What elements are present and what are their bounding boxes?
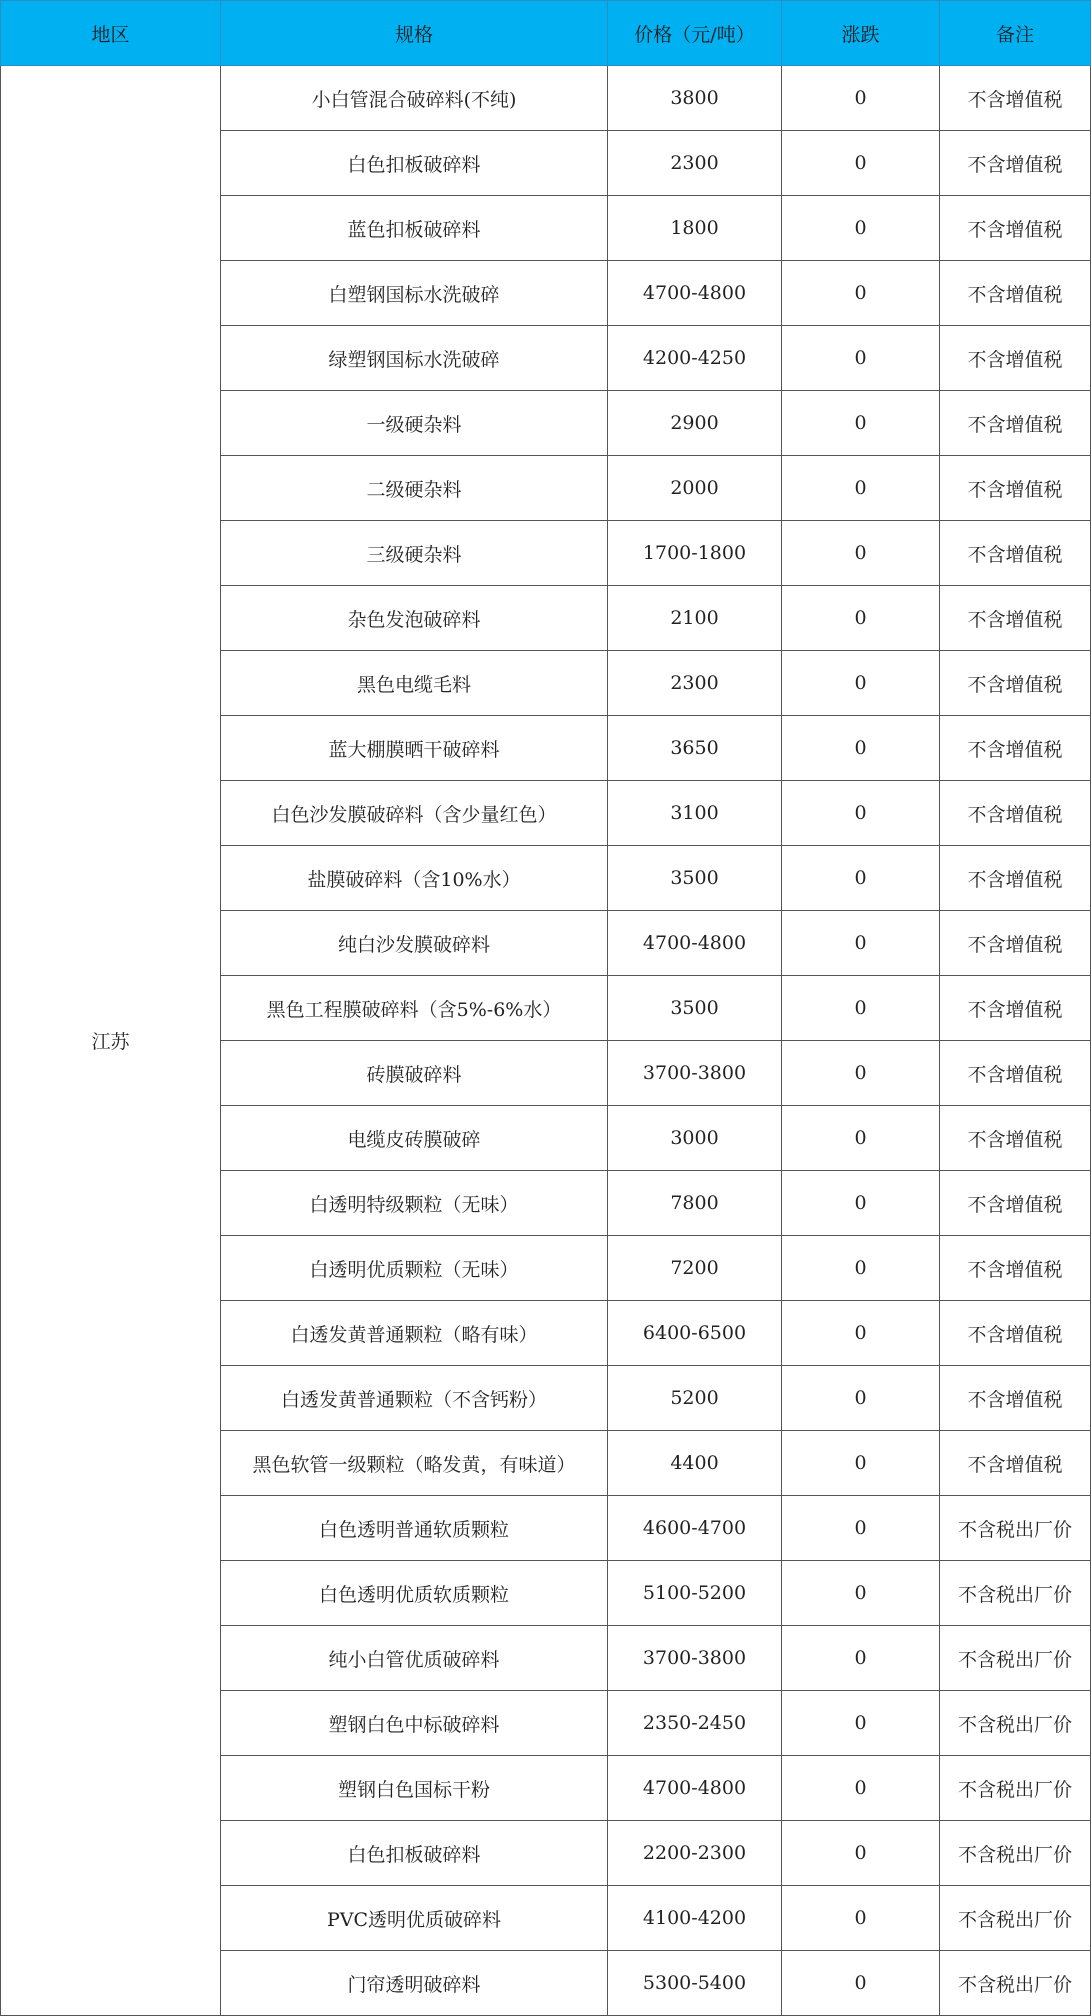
change-cell: 0	[782, 1236, 940, 1301]
spec-cell: 砖膜破碎料	[221, 1041, 608, 1106]
note-cell: 不含税出厂价	[940, 1756, 1091, 1821]
price-cell: 1700-1800	[608, 521, 782, 586]
spec-cell: 白色透明普通软质颗粒	[221, 1496, 608, 1561]
note-cell: 不含增值税	[940, 131, 1091, 196]
note-cell: 不含税出厂价	[940, 1496, 1091, 1561]
spec-cell: 一级硬杂料	[221, 391, 608, 456]
change-cell: 0	[782, 1041, 940, 1106]
price-cell: 6400-6500	[608, 1301, 782, 1366]
price-cell: 2300	[608, 651, 782, 716]
spec-cell: 白塑钢国标水洗破碎	[221, 261, 608, 326]
price-cell: 5200	[608, 1366, 782, 1431]
header-row	[1, 1, 1091, 66]
price-cell: 2900	[608, 391, 782, 456]
note-cell: 不含增值税	[940, 391, 1091, 456]
price-cell: 4200-4250	[608, 326, 782, 391]
price-cell: 2000	[608, 456, 782, 521]
spec-cell: 盐膜破碎料（含10%水）	[221, 846, 608, 911]
note-cell: 不含增值税	[940, 1301, 1091, 1366]
price-cell: 3500	[608, 976, 782, 1041]
change-cell: 0	[782, 1366, 940, 1431]
change-cell: 0	[782, 131, 940, 196]
spec-cell: 小白管混合破碎料(不纯)	[221, 66, 608, 131]
change-cell: 0	[782, 651, 940, 716]
price-cell: 1800	[608, 196, 782, 261]
note-cell: 不含增值税	[940, 911, 1091, 976]
header-region: 地区	[1, 1, 221, 66]
note-cell: 不含增值税	[940, 1171, 1091, 1236]
spec-cell: 塑钢白色国标干粉	[221, 1756, 608, 1821]
change-cell: 0	[782, 326, 940, 391]
change-cell: 0	[782, 911, 940, 976]
change-cell: 0	[782, 976, 940, 1041]
spec-cell: 纯小白管优质破碎料	[221, 1626, 608, 1691]
change-cell: 0	[782, 1951, 940, 2016]
table-body	[1, 66, 1091, 2016]
note-cell: 不含税出厂价	[940, 1626, 1091, 1691]
price-cell: 2100	[608, 586, 782, 651]
note-cell: 不含增值税	[940, 456, 1091, 521]
header-change: 涨跌	[782, 1, 940, 66]
change-cell: 0	[782, 66, 940, 131]
note-cell: 不含增值税	[940, 196, 1091, 261]
spec-cell: 白色沙发膜破碎料（含少量红色）	[221, 781, 608, 846]
spec-cell: 三级硬杂料	[221, 521, 608, 586]
spec-cell: 二级硬杂料	[221, 456, 608, 521]
price-cell: 3000	[608, 1106, 782, 1171]
spec-cell: 白色透明优质软质颗粒	[221, 1561, 608, 1626]
price-cell: 4100-4200	[608, 1886, 782, 1951]
price-cell: 3700-3800	[608, 1041, 782, 1106]
note-cell: 不含增值税	[940, 1431, 1091, 1496]
price-cell: 2300	[608, 131, 782, 196]
spec-cell: 白透明优质颗粒（无味）	[221, 1236, 608, 1301]
spec-cell: 电缆皮砖膜破碎	[221, 1106, 608, 1171]
change-cell: 0	[782, 1691, 940, 1756]
note-cell: 不含税出厂价	[940, 1951, 1091, 2016]
note-cell: 不含增值税	[940, 1366, 1091, 1431]
change-cell: 0	[782, 1626, 940, 1691]
spec-cell: 白透发黄普通颗粒（不含钙粉）	[221, 1366, 608, 1431]
note-cell: 不含增值税	[940, 1106, 1091, 1171]
spec-cell: 杂色发泡破碎料	[221, 586, 608, 651]
header-price: 价格（元/吨）	[608, 1, 782, 66]
note-cell: 不含税出厂价	[940, 1821, 1091, 1886]
note-cell: 不含增值税	[940, 1041, 1091, 1106]
spec-cell: 白透发黄普通颗粒（略有味）	[221, 1301, 608, 1366]
price-cell: 3700-3800	[608, 1626, 782, 1691]
note-cell: 不含税出厂价	[940, 1691, 1091, 1756]
note-cell: 不含增值税	[940, 521, 1091, 586]
price-cell: 4600-4700	[608, 1496, 782, 1561]
note-cell: 不含增值税	[940, 976, 1091, 1041]
table-row	[1, 66, 1091, 131]
spec-cell: 黑色工程膜破碎料（含5%-6%水）	[221, 976, 608, 1041]
price-cell: 2200-2300	[608, 1821, 782, 1886]
note-cell: 不含增值税	[940, 261, 1091, 326]
price-cell: 4400	[608, 1431, 782, 1496]
price-cell: 3650	[608, 716, 782, 781]
price-cell: 3500	[608, 846, 782, 911]
note-cell: 不含增值税	[940, 846, 1091, 911]
note-cell: 不含增值税	[940, 326, 1091, 391]
change-cell: 0	[782, 846, 940, 911]
change-cell: 0	[782, 196, 940, 261]
price-cell: 2350-2450	[608, 1691, 782, 1756]
change-cell: 0	[782, 1171, 940, 1236]
price-cell: 5100-5200	[608, 1561, 782, 1626]
header-spec: 规格	[221, 1, 608, 66]
price-cell: 4700-4800	[608, 911, 782, 976]
header-note: 备注	[940, 1, 1091, 66]
spec-cell: 白色扣板破碎料	[221, 1821, 608, 1886]
change-cell: 0	[782, 1821, 940, 1886]
change-cell: 0	[782, 1561, 940, 1626]
change-cell: 0	[782, 1886, 940, 1951]
note-cell: 不含增值税	[940, 66, 1091, 131]
region-cell: 江苏	[1, 66, 221, 2016]
note-cell: 不含增值税	[940, 586, 1091, 651]
price-cell: 4700-4800	[608, 261, 782, 326]
change-cell: 0	[782, 391, 940, 456]
spec-cell: 塑钢白色中标破碎料	[221, 1691, 608, 1756]
note-cell: 不含税出厂价	[940, 1886, 1091, 1951]
change-cell: 0	[782, 456, 940, 521]
change-cell: 0	[782, 586, 940, 651]
spec-cell: 绿塑钢国标水洗破碎	[221, 326, 608, 391]
change-cell: 0	[782, 1756, 940, 1821]
spec-cell: 纯白沙发膜破碎料	[221, 911, 608, 976]
price-cell: 5300-5400	[608, 1951, 782, 2016]
spec-cell: 门帘透明破碎料	[221, 1951, 608, 2016]
change-cell: 0	[782, 1301, 940, 1366]
note-cell: 不含增值税	[940, 1236, 1091, 1301]
change-cell: 0	[782, 1431, 940, 1496]
spec-cell: 白透明特级颗粒（无味）	[221, 1171, 608, 1236]
price-cell: 3800	[608, 66, 782, 131]
change-cell: 0	[782, 1106, 940, 1171]
table-header	[1, 1, 1091, 66]
note-cell: 不含增值税	[940, 716, 1091, 781]
note-cell: 不含增值税	[940, 651, 1091, 716]
spec-cell: PVC透明优质破碎料	[221, 1886, 608, 1951]
price-cell: 3100	[608, 781, 782, 846]
spec-cell: 蓝色扣板破碎料	[221, 196, 608, 261]
price-cell: 7800	[608, 1171, 782, 1236]
change-cell: 0	[782, 261, 940, 326]
spec-cell: 白色扣板破碎料	[221, 131, 608, 196]
price-cell: 4700-4800	[608, 1756, 782, 1821]
spec-cell: 黑色软管一级颗粒（略发黄，有味道）	[221, 1431, 608, 1496]
spec-cell: 蓝大棚膜晒干破碎料	[221, 716, 608, 781]
spec-cell: 黑色电缆毛料	[221, 651, 608, 716]
change-cell: 0	[782, 1496, 940, 1561]
note-cell: 不含税出厂价	[940, 1561, 1091, 1626]
note-cell: 不含增值税	[940, 781, 1091, 846]
change-cell: 0	[782, 716, 940, 781]
price-cell: 7200	[608, 1236, 782, 1301]
change-cell: 0	[782, 781, 940, 846]
change-cell: 0	[782, 521, 940, 586]
